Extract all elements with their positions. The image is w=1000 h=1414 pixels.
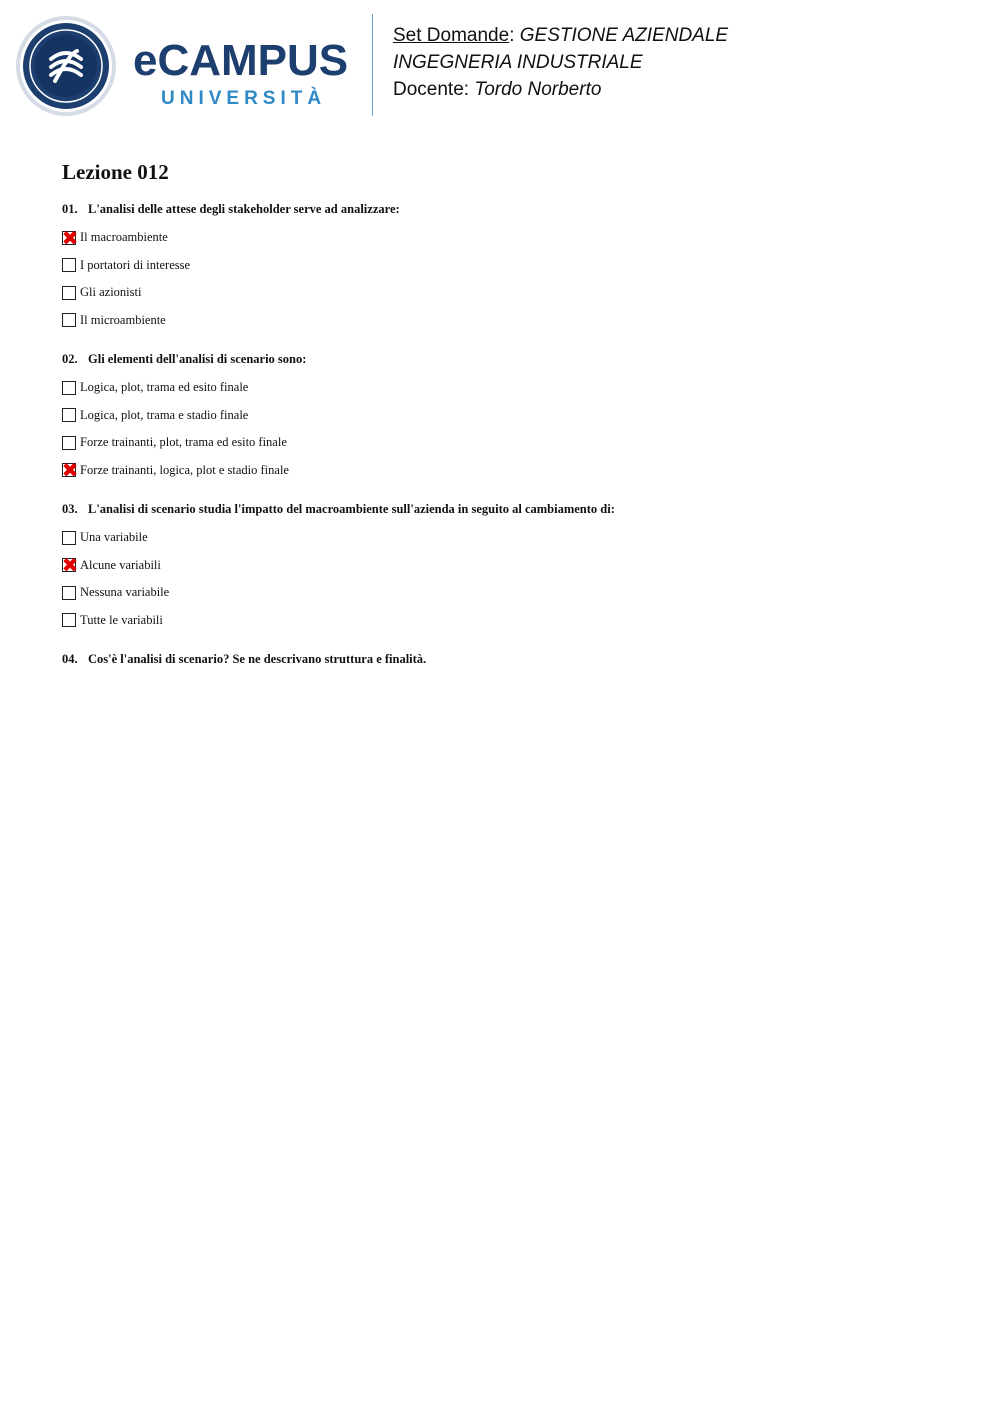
answer-label: Il microambiente xyxy=(80,312,166,327)
question-04 xyxy=(62,650,962,668)
answer-option[interactable] xyxy=(62,307,962,335)
question-label: Cos'è l'analisi di scenario? Se ne descrivano struttura e finalità. xyxy=(88,652,427,666)
teacher-label: Docente: xyxy=(393,79,475,100)
set-label: Set Domande xyxy=(393,25,510,46)
question-text xyxy=(62,350,962,368)
question-label: L'analisi di scenario studia l'impatto del macroambiente sull'azienda in seguito al cambiamento di: xyxy=(88,502,615,516)
quiz-content xyxy=(62,158,962,668)
answer-label: Una variabile xyxy=(80,530,148,545)
answer-checkbox[interactable] xyxy=(61,225,79,250)
answer-checkbox[interactable] xyxy=(61,553,79,578)
question-text xyxy=(62,500,962,518)
course-name: GESTIONE AZIENDALE xyxy=(519,25,729,46)
question-label: Gli elementi dell'analisi di scenario sono: xyxy=(88,352,307,366)
answer-option[interactable] xyxy=(62,579,962,607)
answer-checkbox[interactable] xyxy=(61,458,79,483)
set-line xyxy=(393,22,728,49)
brand-name: eCAMPUS xyxy=(133,36,349,85)
header-divider xyxy=(372,14,373,116)
answer-label: Tutte le variabili xyxy=(80,612,163,627)
question-number: 03. xyxy=(62,502,78,516)
answer-checkbox[interactable] xyxy=(62,586,76,600)
answer-option[interactable] xyxy=(62,552,962,580)
answer-label: Gli azionisti xyxy=(80,285,142,300)
answer-label: Forze trainanti, logica, plot e stadio finale xyxy=(80,462,289,477)
question-label: L'analisi delle attese degli stakeholder serve ad analizzare: xyxy=(88,202,400,216)
question-number: 01. xyxy=(62,202,78,216)
answer-checkbox[interactable] xyxy=(62,436,76,450)
answer-option[interactable] xyxy=(62,224,962,252)
selected-mark-icon: ✖ xyxy=(61,458,79,483)
department-name: INGEGNERIA INDUSTRIALE xyxy=(393,52,643,73)
answer-label: Alcune variabili xyxy=(80,557,161,572)
document-header xyxy=(0,0,1000,125)
answer-checkbox[interactable] xyxy=(62,408,76,422)
brand-logo xyxy=(133,36,349,109)
answer-label: I portatori di interesse xyxy=(80,257,191,272)
question-text xyxy=(62,200,962,218)
brand-subtitle: UNIVERSITÀ xyxy=(161,88,327,109)
answer-option[interactable] xyxy=(62,607,962,635)
question-02 xyxy=(62,350,962,484)
answer-option[interactable] xyxy=(62,429,962,457)
answer-checkbox[interactable] xyxy=(62,613,76,627)
lesson-title: Lezione 012 xyxy=(62,160,169,184)
course-info xyxy=(393,22,728,103)
question-number: 02. xyxy=(62,352,78,366)
answer-label: Forze trainanti, plot, trama ed esito finale xyxy=(80,435,287,450)
question-number: 04. xyxy=(62,652,78,666)
answer-label: Nessuna variabile xyxy=(80,585,170,600)
answer-option[interactable] xyxy=(62,402,962,430)
answer-label: Il macroambiente xyxy=(80,230,168,245)
answer-checkbox[interactable] xyxy=(62,258,76,272)
set-separator: : xyxy=(509,25,520,46)
answer-checkbox[interactable] xyxy=(62,531,76,545)
teacher-name: Tordo Norberto xyxy=(474,79,602,100)
answer-option[interactable] xyxy=(62,374,962,402)
answer-option[interactable] xyxy=(62,279,962,307)
answer-label: Logica, plot, trama ed esito finale xyxy=(80,380,249,395)
selected-mark-icon: ✖ xyxy=(61,553,79,578)
answer-checkbox[interactable] xyxy=(62,313,76,327)
answer-label: Logica, plot, trama e stadio finale xyxy=(80,407,249,422)
answer-checkbox[interactable] xyxy=(62,381,76,395)
answer-checkbox[interactable] xyxy=(62,286,76,300)
answer-option[interactable] xyxy=(62,524,962,552)
answer-option[interactable] xyxy=(62,457,962,485)
question-01 xyxy=(62,200,962,334)
teacher-line xyxy=(393,76,728,103)
answer-option[interactable] xyxy=(62,252,962,280)
ecampus-seal-icon xyxy=(15,15,117,117)
question-03 xyxy=(62,500,962,634)
selected-mark-icon: ✖ xyxy=(61,225,79,250)
